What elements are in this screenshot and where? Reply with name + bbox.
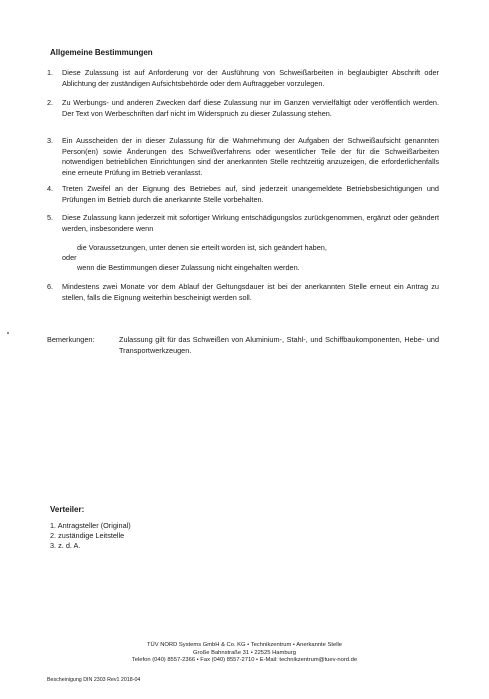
provision-number: 4.	[47, 184, 54, 193]
provision-5	[47, 213, 439, 234]
provision-text: Ein Ausscheiden der in dieser Zulassung für die Wahrnehmung der Aufgaben der Schweißaufsicht genannten Person(en) sowie Änderungen des Schweißverfahrens oder wesentlicher Teile der für die Schweißarbeiten notwendigen betrieblichen Einrichtungen sind der anerkannten Stelle rechtzeitig anzuzeigen, die erforderlichenfalls eine erneute Prüfung im Betrieb veranlasst.	[62, 136, 439, 177]
footer-company: TÜV NORD Systems GmbH & Co. KG • Technikzentrum • Anerkannte Stelle	[147, 642, 342, 648]
provision-number: 2.	[47, 98, 54, 107]
provision-text: Treten Zweifel an der Eignung des Betriebes auf, sind jederzeit unangemeldete Betriebsbesichtigungen und Prüfungen im Betrieb durch die anerkannte Stelle vorbehalten.	[62, 184, 439, 204]
distribution-item: 3. z. d. A.	[50, 541, 81, 550]
provision-number: 1.	[47, 68, 54, 77]
distribution-item: 2. zuständige Leitstelle	[50, 531, 125, 540]
provision-5-condition-2: wenn die Bestimmungen dieser Zulassung nicht eingehalten werden.	[77, 263, 300, 272]
section-heading: Allgemeine Bestimmungen	[50, 48, 153, 57]
provision-text: Zu Werbungs- und anderen Zwecken darf diese Zulassung nur im Ganzen vervielfältigt oder veröffentlich werden. Der Text von Werbeschriften darf nicht im Widerspruch zu dieser Zulassung stehen.	[62, 98, 439, 118]
provision-text: Diese Zulassung kann jederzeit mit sofortiger Wirkung entschädigungslos zurückgenommen, ergänzt oder geändert werden, insbesondere wenn	[62, 213, 439, 233]
footer-address	[0, 642, 489, 665]
provision-text: Mindestens zwei Monate vor dem Ablauf der Geltungsdauer ist bei der anerkannten Stelle erneut ein Antrag zu stellen, falls die Eignung weiterhin bescheinigt werden soll.	[62, 282, 439, 302]
provision-2	[47, 98, 439, 119]
provision-5-condition-1: die Voraussetzungen, unter denen sie erteilt worden ist, sich geändert haben,	[77, 243, 327, 252]
provision-5-or: oder	[62, 253, 77, 262]
provision-1	[47, 68, 439, 89]
provision-text: Diese Zulassung ist auf Anforderung vor der Ausführung von Schweißarbeiten in beglaubigter Abschrift oder Ablichtung der zuständigen Aufsichtsbehörde oder dem Auftraggeber vorzulegen.	[62, 68, 439, 88]
footer-contact: Telefon (040) 8557-2366 • Fax (040) 8557-2710 • E-Mail: technikzentrum@tuev-nord.de	[131, 657, 358, 664]
distribution-item: 1. Antragsteller (Original)	[50, 521, 131, 530]
provision-number: 5.	[47, 213, 54, 222]
scan-speck	[7, 332, 9, 334]
provision-number: 6.	[47, 282, 54, 291]
provision-6	[47, 282, 439, 303]
distribution-title: Verteiler:	[50, 505, 85, 514]
remarks-text: Zulassung gilt für das Schweißen von Aluminium-, Stahl-, und Schiffbaukomponenten, Hebe- und Transportwerkzeugen.	[119, 335, 439, 355]
document-id: Bescheinigung DIN 2303 Rev1 2018-04	[47, 677, 141, 683]
provision-4	[47, 184, 439, 205]
remarks-label: Bemerkungen:	[47, 335, 95, 344]
remarks-block	[47, 335, 439, 356]
distribution-list	[50, 521, 131, 551]
footer-street: Große Bahnstraße 31 • 22525 Hamburg	[193, 649, 296, 656]
provision-3	[47, 136, 439, 178]
provision-number: 3.	[47, 136, 54, 145]
